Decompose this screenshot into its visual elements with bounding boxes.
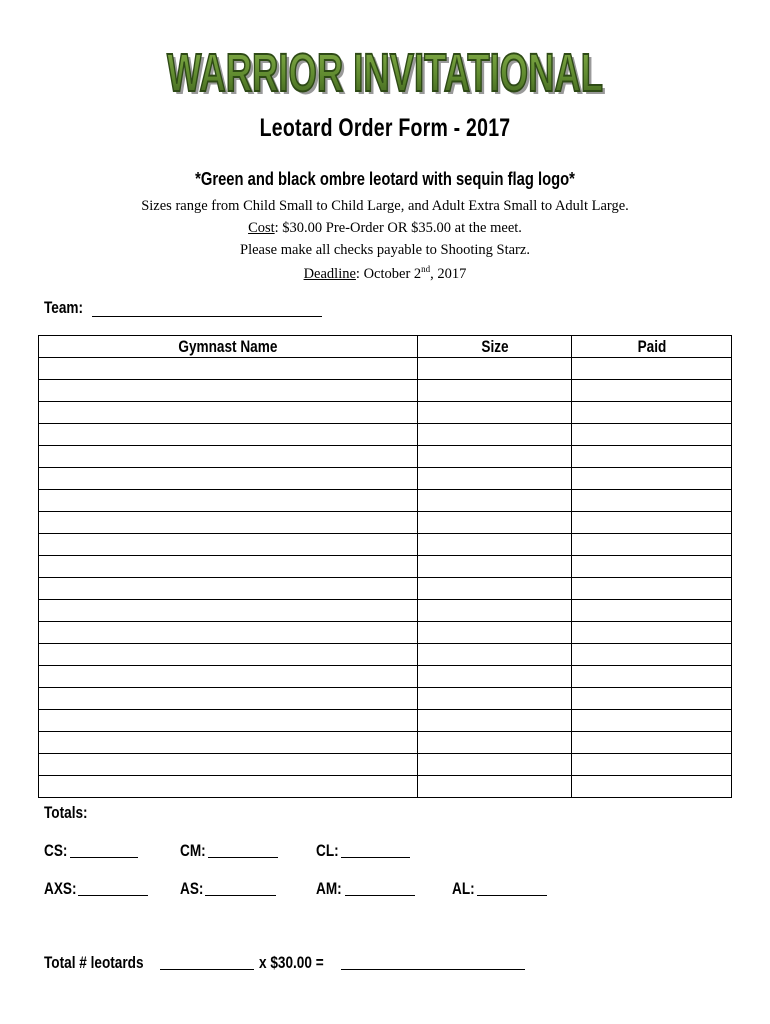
- paid-cell[interactable]: [572, 776, 732, 798]
- size-cell[interactable]: [418, 666, 572, 688]
- size-cell[interactable]: [418, 644, 572, 666]
- grand-total-blank[interactable]: [341, 960, 525, 970]
- paid-cell[interactable]: [572, 578, 732, 600]
- order-table: [38, 335, 732, 798]
- gymnast-name-cell[interactable]: [39, 512, 418, 534]
- paid-cell[interactable]: [572, 622, 732, 644]
- al-blank[interactable]: [477, 886, 547, 896]
- size-cell[interactable]: [418, 600, 572, 622]
- am-blank[interactable]: [345, 886, 415, 896]
- size-cell[interactable]: [418, 402, 572, 424]
- gymnast-name-cell[interactable]: [39, 446, 418, 468]
- column-header-paid: Paid: [572, 336, 732, 358]
- gymnast-name-cell[interactable]: [39, 380, 418, 402]
- total-leotards-blank[interactable]: [160, 960, 254, 970]
- cm-label: CM:: [180, 841, 206, 860]
- table-row: [39, 688, 732, 710]
- size-cell[interactable]: [418, 424, 572, 446]
- cost-info: [0, 220, 770, 237]
- table-row: [39, 534, 732, 556]
- axs-blank[interactable]: [78, 886, 148, 896]
- gymnast-name-cell[interactable]: [39, 468, 418, 490]
- total-am[interactable]: [316, 879, 348, 899]
- as-blank[interactable]: [205, 886, 276, 896]
- table-row: [39, 468, 732, 490]
- cl-blank[interactable]: [341, 848, 410, 858]
- table-row: [39, 644, 732, 666]
- svg-text:WARRIOR INVITATIONAL: WARRIOR INVITATIONAL: [170, 46, 606, 104]
- paid-cell[interactable]: [572, 358, 732, 380]
- paid-cell[interactable]: [572, 644, 732, 666]
- gymnast-name-cell[interactable]: [39, 534, 418, 556]
- table-row: [39, 622, 732, 644]
- cs-label: CS:: [44, 841, 68, 860]
- size-cell[interactable]: [418, 380, 572, 402]
- team-field[interactable]: [44, 298, 93, 318]
- cm-blank[interactable]: [208, 848, 278, 858]
- paid-cell[interactable]: [572, 402, 732, 424]
- gymnast-name-cell[interactable]: [39, 578, 418, 600]
- size-cell[interactable]: [418, 358, 572, 380]
- size-cell[interactable]: [418, 710, 572, 732]
- gymnast-name-cell[interactable]: [39, 600, 418, 622]
- team-blank[interactable]: [92, 304, 322, 317]
- paid-cell[interactable]: [572, 688, 732, 710]
- deadline-year: , 2017: [430, 265, 467, 282]
- paid-cell[interactable]: [572, 666, 732, 688]
- total-leotards-label-wrap: [44, 953, 168, 973]
- paid-cell[interactable]: [572, 710, 732, 732]
- gymnast-name-cell[interactable]: [39, 754, 418, 776]
- gymnast-name-cell[interactable]: [39, 732, 418, 754]
- paid-cell[interactable]: [572, 468, 732, 490]
- gymnast-name-cell[interactable]: [39, 776, 418, 798]
- paid-cell[interactable]: [572, 446, 732, 468]
- size-cell[interactable]: [418, 512, 572, 534]
- am-label: AM:: [316, 879, 342, 898]
- table-row: [39, 710, 732, 732]
- deadline-label: Deadline: [303, 265, 356, 282]
- size-cell[interactable]: [418, 776, 572, 798]
- table-row: [39, 776, 732, 798]
- table-header-row: [39, 336, 732, 358]
- deadline-suffix: nd: [421, 264, 431, 274]
- paid-cell[interactable]: [572, 600, 732, 622]
- leotard-description: *Green and black ombre leotard with sequin flag logo*: [195, 169, 575, 189]
- table-row: [39, 380, 732, 402]
- size-cell[interactable]: [418, 556, 572, 578]
- gymnast-name-cell[interactable]: [39, 688, 418, 710]
- table-row: [39, 732, 732, 754]
- table-row: [39, 446, 732, 468]
- size-cell[interactable]: [418, 468, 572, 490]
- cl-label: CL:: [316, 841, 339, 860]
- total-cs[interactable]: [44, 841, 73, 861]
- cs-blank[interactable]: [70, 848, 138, 858]
- table-row: [39, 556, 732, 578]
- gymnast-name-cell[interactable]: [39, 710, 418, 732]
- paid-cell[interactable]: [572, 754, 732, 776]
- al-label: AL:: [452, 879, 475, 898]
- warrior-invitational-logo: [0, 38, 770, 104]
- cost-text: : $30.00 Pre-Order OR $35.00 at the meet.: [274, 220, 522, 236]
- totals-label: Totals:: [44, 803, 88, 822]
- table-row: [39, 578, 732, 600]
- sizes-info: Sizes range from Child Small to Child Large, and Adult Extra Small to Adult Large.: [141, 198, 629, 214]
- size-cell[interactable]: [418, 578, 572, 600]
- paid-cell[interactable]: [572, 732, 732, 754]
- gymnast-name-cell[interactable]: [39, 402, 418, 424]
- total-leotards-label: Total # leotards: [44, 953, 144, 972]
- form-title: Leotard Order Form - 2017: [259, 114, 511, 142]
- deadline-info: [0, 264, 770, 283]
- column-header-gymnast-name: Gymnast Name: [39, 336, 418, 358]
- size-cell[interactable]: [418, 622, 572, 644]
- svg-text:WARRIOR INVITATIONAL: WARRIOR INVITATIONAL: [167, 43, 603, 103]
- gymnast-name-cell[interactable]: [39, 622, 418, 644]
- multiplier-label: x $30.00 =: [259, 953, 324, 972]
- paid-cell[interactable]: [572, 534, 732, 556]
- deadline-date: : October 2: [355, 265, 422, 282]
- order-table-body: [39, 358, 732, 798]
- gymnast-name-cell[interactable]: [39, 556, 418, 578]
- table-row: [39, 600, 732, 622]
- axs-label: AXS:: [44, 879, 77, 898]
- gymnast-name-cell[interactable]: [39, 490, 418, 512]
- as-label: AS:: [180, 879, 204, 898]
- multiplier-wrap: [259, 953, 340, 973]
- paid-cell[interactable]: [572, 490, 732, 512]
- cost-label: Cost: [248, 220, 275, 236]
- table-row: [39, 512, 732, 534]
- paid-cell[interactable]: [572, 380, 732, 402]
- size-cell[interactable]: [418, 732, 572, 754]
- size-cell[interactable]: [418, 446, 572, 468]
- table-row: [39, 666, 732, 688]
- table-row: [39, 754, 732, 776]
- gymnast-name-cell[interactable]: [39, 644, 418, 666]
- gymnast-name-cell[interactable]: [39, 666, 418, 688]
- gymnast-name-cell[interactable]: [39, 358, 418, 380]
- table-row: [39, 490, 732, 512]
- team-label: Team:: [44, 298, 84, 317]
- paid-cell[interactable]: [572, 556, 732, 578]
- paid-cell[interactable]: [572, 512, 732, 534]
- paid-cell[interactable]: [572, 424, 732, 446]
- size-cell[interactable]: [418, 754, 572, 776]
- table-row: [39, 358, 732, 380]
- size-cell[interactable]: [418, 490, 572, 512]
- gymnast-name-cell[interactable]: [39, 424, 418, 446]
- size-cell[interactable]: [418, 688, 572, 710]
- totals-label-wrap: [44, 803, 98, 823]
- table-row: [39, 424, 732, 446]
- size-cell[interactable]: [418, 534, 572, 556]
- table-row: [39, 402, 732, 424]
- checks-info: Please make all checks payable to Shooting Starz.: [240, 242, 530, 258]
- column-header-size: Size: [418, 336, 572, 358]
